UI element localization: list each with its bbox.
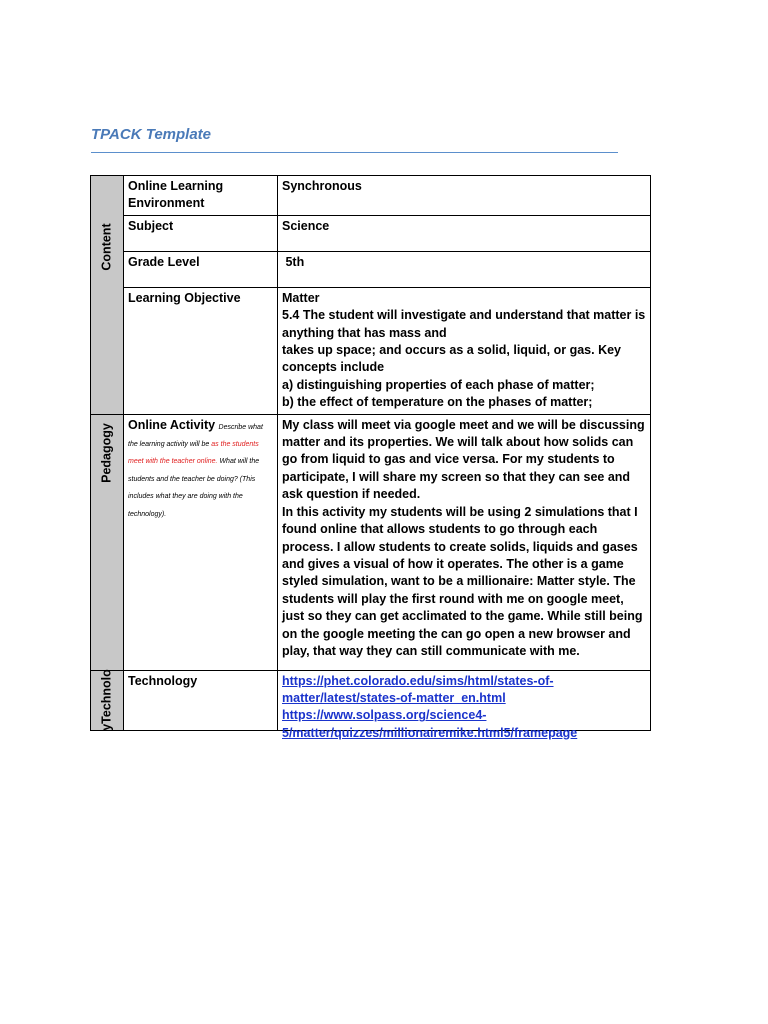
- objective-line: 5.4 The student will investigate and understand that matter is anything that has mass and: [282, 308, 646, 340]
- activity-label: Online Activity: [128, 417, 216, 432]
- activity-value: [278, 414, 651, 670]
- technology-section-header: [91, 670, 124, 730]
- document-title: TPACK Template: [91, 126, 212, 143]
- grade-label: Grade Level: [124, 251, 278, 287]
- environment-label: Online Learning Environment: [124, 176, 278, 216]
- environment-value: Synchronous: [278, 176, 651, 216]
- subject-value: Science: [278, 215, 651, 251]
- activity-paragraph: In this activity my students will be using 2 simulations that I found online that allows students to go through each process. I allow students to create solids, liquids and gases and gives a visual of how it operates. The other is a game styled simulation, want to be a millionaire: Matter style. The students will play the first round with me on google meet, just so they can get acclimated to the game. While still being on the google meeting the can go open a new browser and play, that way they can still communicate with me.: [282, 504, 643, 658]
- objective-line: a) distinguishing properties of each phase of matter;: [282, 377, 595, 392]
- phet-simulation-link[interactable]: https://phet.colorado.edu/sims/html/states-of-matter/latest/states-of-matter_en.html: [282, 673, 554, 706]
- objective-line: Matter: [282, 290, 320, 305]
- grade-value: 5th: [278, 251, 651, 287]
- objective-label: Learning Objective: [124, 287, 278, 414]
- technology-section-label: yTechnolo: [99, 669, 114, 731]
- tpack-table: [90, 175, 651, 740]
- technology-value: [278, 670, 651, 740]
- objective-line: b) the effect of temperature on the phases of matter;: [282, 395, 593, 410]
- solpass-game-link[interactable]: https://www.solpass.org/science4-5/matter/quizzes/millionairemike.html5/framepage: [282, 708, 578, 740]
- objective-value: [278, 287, 651, 414]
- objective-line: takes up space; and occurs as a solid, liquid, or gas. Key concepts include: [282, 343, 622, 375]
- pedagogy-section-header: [91, 414, 124, 670]
- pedagogy-section-label: Pedagogy: [99, 423, 114, 483]
- subject-label: Subject: [124, 215, 278, 251]
- title-underline: [91, 152, 618, 153]
- activity-note: Describe what the learning activity will be as the students meet with the teacher online. What will the students and the teacher be doing? (This includes what they are doing with the technology).: [128, 423, 263, 518]
- activity-label-cell: [124, 414, 278, 670]
- activity-paragraph: My class will meet via google meet and we will be discussing matter and its properties. We will talk about how solids can go from liquid to gas and vice versa. For my students to participate, I will share my screen so that they can see and ask question if needed.: [282, 417, 645, 502]
- technology-label: Technology: [124, 670, 278, 730]
- content-section-header: [91, 176, 124, 415]
- content-section-label: Content: [99, 223, 114, 271]
